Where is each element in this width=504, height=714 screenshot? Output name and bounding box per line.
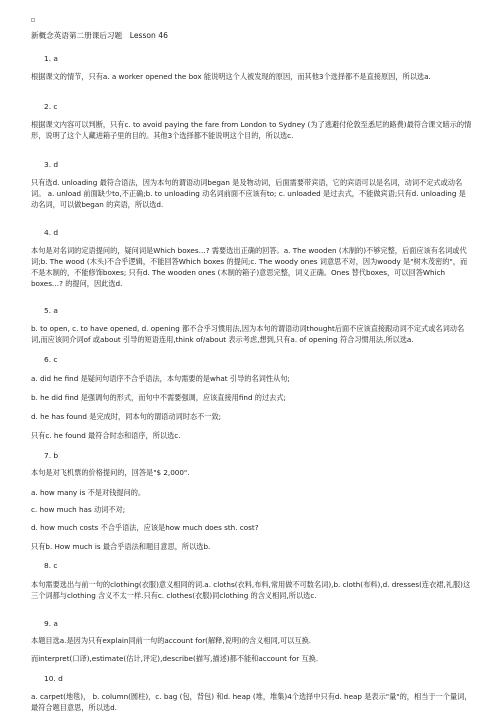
question-number: 3. d: [44, 160, 59, 169]
answer-explanation: d. he has found 是完成时，同本句的谓语动词时态不一致;: [31, 412, 222, 421]
question-number: 6. c: [44, 355, 58, 364]
question-number: 4. d: [44, 228, 59, 237]
answer-explanation: 本句是对飞机票的价格提问的，回答是"$ 2,000".: [31, 468, 190, 477]
answer-explanation: d. how much costs 不合乎语法，应该是how much does sth. cost?: [31, 523, 259, 532]
question-number: 10. d: [44, 674, 63, 683]
answer-explanation: c. how much has 动词不对;: [31, 505, 126, 514]
answer-explanation: a. did he find 是疑问句语序不合乎语法，本句需要的是what 引导的名词性从句;: [31, 374, 290, 383]
answer-explanation: b. he did find 是强调句的形式，而句中不需要强调，应该直接用find 的过去式;: [31, 393, 286, 402]
answer-explanation: 本句需要选出与前一句的clothing(衣服)意义相同的词.a. cloths(衣料,布料,常用做不可数名词),b. cloth(布料),d. dresses(连衣裙,礼服)这三个词都与clothing 含义不太一样.只有c. clothes(衣服)同clothing 的含义相同,所以选c.: [31, 580, 471, 600]
answer-explanation: 只有b. How much is 最合乎语法和题目意思，所以选b.: [31, 542, 211, 551]
question-number: 7. b: [44, 451, 59, 460]
question-number: 8. c: [44, 561, 58, 570]
answer-explanation: a. carpet(地毯)， b. column(圆柱)，c. bag (包，背包) 和d. heap (堆，堆集)4个选择中只有d. heap 是表示"量"的，相当于一个量词，最符合题目意思，所以选d.: [31, 692, 472, 712]
question-number: 5. a: [44, 306, 58, 315]
question-number: 1. a: [44, 54, 58, 63]
answer-explanation: 而interpret(口译),estimate(估计,评定),describe(描写,描述)都不能和account for 互换.: [31, 654, 319, 663]
question-number: 2. c: [44, 102, 58, 111]
answer-explanation: 本题目选a.是因为只有explain同前一句的account for(解释,说明)的含义相同,可以互换.: [31, 636, 312, 645]
page-corner-mark: [31, 18, 35, 22]
page-title: 新概念英语第二册课后习题 Lesson 46: [31, 31, 168, 40]
answer-explanation: a. how many is 不是对钱提问的。: [31, 488, 146, 497]
answer-explanation: 只有选d. unloading 最符合语法，因为本句的谓语动词began 是及物动词，后面需要带宾语，它的宾语可以是名词，动词不定式或动名词。 a. unload 前面缺少to,不正确;b. to unloading 动名词前面不应该有to; c. unloaded 是过去式，不能做宾语;只有d. unloading 是动名词，可以做began 的宾语，所以选d.: [31, 178, 466, 209]
answer-explanation: 本句是对名词的定语提问的，疑问词是Which boxes…? 需要选出正确的回答。a. The wooden (木制的)不够完整，后面应该有名词或代词;b. The wood (木头)不合乎逻辑，不能回答Which boxes 的提问;c. The woody ones 词意思不对，因为woody 是"树木茂密的"，而不是木制的，不能修饰boxes; 只有d. The wooden ones (木制的箱子)意思完整，词义正确。Ones 替代boxes，可以回答Which boxes…? 的提问，因此选d.: [31, 246, 468, 288]
answer-explanation: b. to open, c. to have opened, d. opening 都不合乎习惯用法,因为本句的谓语动词thought后面不应该直接跟动词不定式或名词动名词,而应该同介词of 或about 引导的短语连用,think of/about 表示考虑,想到,只有a. of opening 符合习惯用法,所以选a.: [31, 324, 465, 344]
answer-explanation: 只有c. he found 最符合时态和语序，所以选c.: [31, 431, 181, 440]
answer-explanation: 根据课文的情节，只有a. a worker opened the box 能说明这个人被发现的原因，而其他3个选择都不是直接原因，所以选a.: [31, 72, 431, 81]
question-number: 9. a: [44, 619, 58, 628]
answer-explanation: 根据课文内容可以判断，只有c. to avoid paying the fare from London to Sydney (为了逃避付伦敦至悉尼的路费)最符合课文暗示的情形，说明了这个人藏进箱子里的目的。其他3个选择都不能说明这个目的，所以选c.: [31, 120, 472, 140]
